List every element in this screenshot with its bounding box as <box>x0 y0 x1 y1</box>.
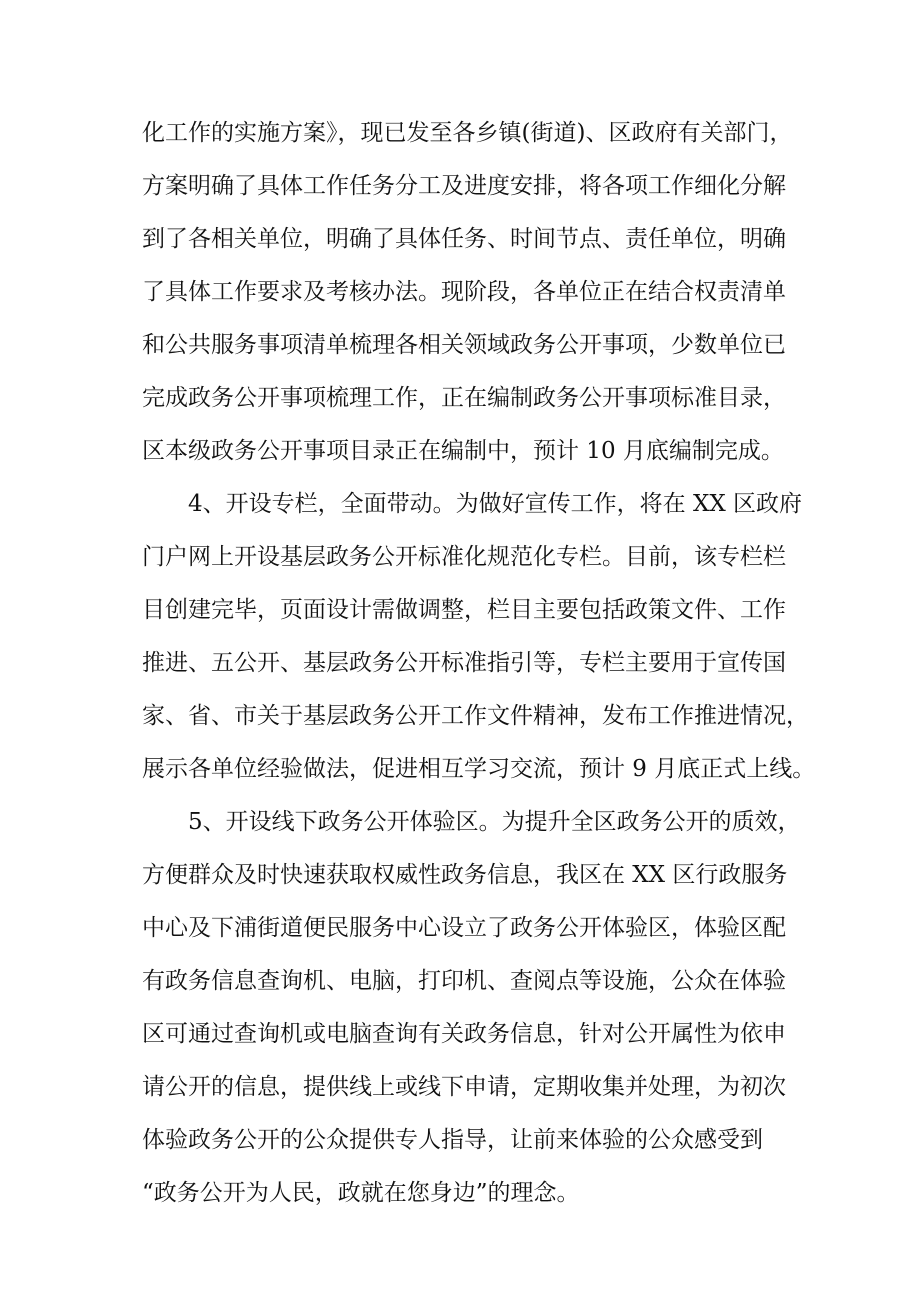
paragraph-4-first-line: 4、开设专栏，全面带动。为做好宣传工作，将在 XX 区政府 <box>188 491 803 517</box>
text-line: 请公开的信息，提供线上或线下申请，定期收集并处理，为初次 <box>142 1074 786 1100</box>
text-line: 中心及下浦街道便民服务中心设立了政务公开体验区，体验区配 <box>142 915 786 941</box>
text-line: 方案明确了具体工作任务分工及进度安排，将各项工作细化分解 <box>142 173 786 199</box>
text-line: 目创建完毕，页面设计需做调整，栏目主要包括政策文件、工作 <box>142 597 786 623</box>
text-line: 化工作的实施方案》，现已发至各乡镇(街道)、区政府有关部门， <box>142 120 793 146</box>
text-line: 体验政务公开的公众提供专人指导，让前来体验的公众感受到 <box>142 1127 763 1153</box>
text-line: 到了各相关单位，明确了具体任务、时间节点、责任单位，明确 <box>142 226 786 252</box>
text-line: 有政务信息查询机、电脑，打印机、查阅点等设施，公众在体验 <box>142 968 786 994</box>
text-line: 展示各单位经验做法，促进相互学习交流，预计 9 月底正式上线。 <box>142 756 816 782</box>
text-line: 了具体工作要求及考核办法。现阶段，各单位正在结合权责清单 <box>142 279 786 305</box>
text-line: “政务公开为人民，政就在您身边”的理念。 <box>142 1180 580 1206</box>
text-line: 推进、五公开、基层政务公开标准指引等，专栏主要用于宣传国 <box>142 650 786 676</box>
text-line: 家、省、市关于基层政务公开工作文件精神，发布工作推进情况， <box>142 703 809 729</box>
paragraph-5-first-line: 5、开设线下政务公开体验区。为提升全区政务公开的质效， <box>188 809 801 835</box>
text-line: 和公共服务事项清单梳理各相关领域政务公开事项，少数单位已 <box>142 332 786 358</box>
text-line: 门户网上开设基层政务公开标准化规范化专栏。目前，该专栏栏 <box>142 544 786 570</box>
text-line: 完成政务公开事项梳理工作，正在编制政务公开事项标准目录， <box>142 385 786 411</box>
text-line: 区本级政务公开事项目录正在编制中，预计 10 月底编制完成。 <box>142 438 784 464</box>
text-line: 方便群众及时快速获取权威性政务信息，我区在 XX 区行政服务 <box>142 862 788 888</box>
text-line: 区可通过查询机或电脑查询有关政务信息，针对公开属性为依申 <box>142 1021 786 1047</box>
